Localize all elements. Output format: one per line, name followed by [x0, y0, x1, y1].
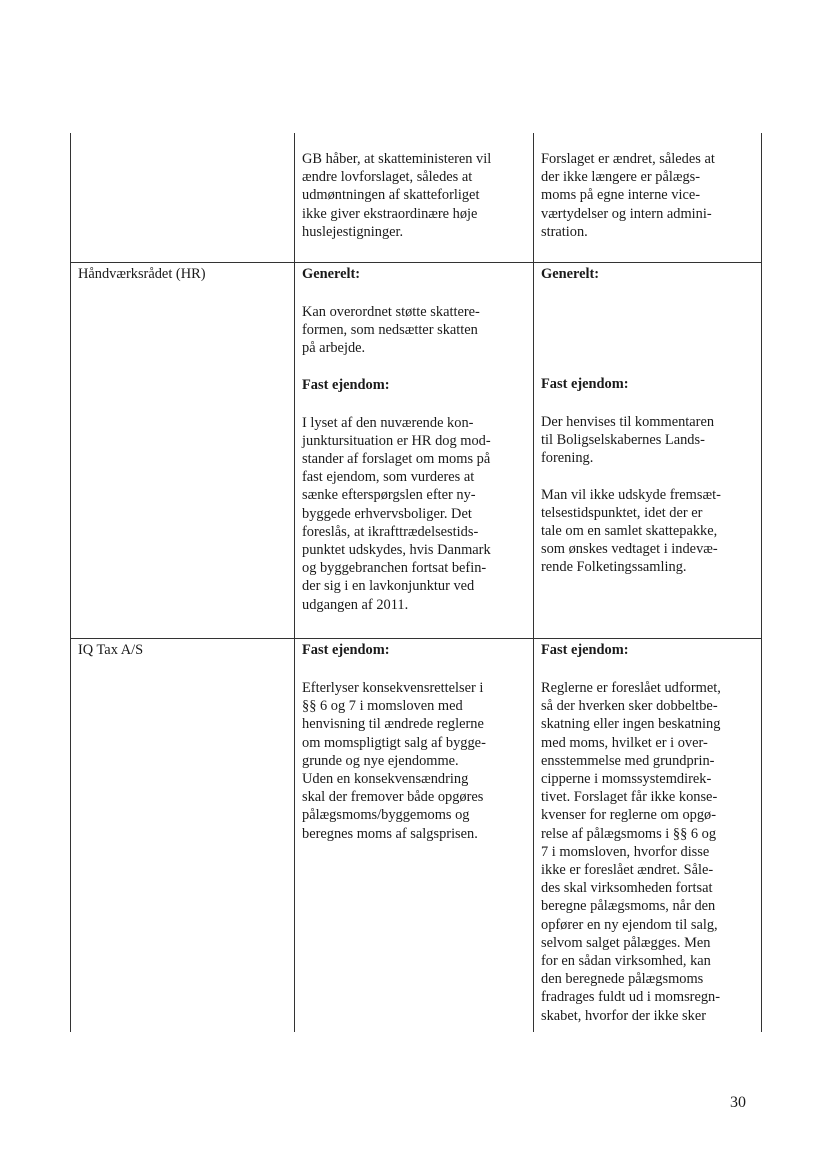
section-heading: Generelt: [302, 266, 361, 282]
row-3-party [78, 641, 288, 659]
row-1-response [541, 150, 759, 241]
row-3-comment [302, 641, 530, 843]
section-heading: Fast ejendom: [541, 642, 629, 658]
row-2-comment [302, 265, 530, 614]
response-text: Man vil ikke udskyde fremsæt- telsestidspunktet, idet der er tale om en samlet skattepakke, som ønskes vedtaget i indevæ- rende Folketingssamling. [541, 486, 721, 576]
table-divider-1 [294, 133, 295, 1032]
table-border-left [70, 133, 71, 1032]
party-name: Håndværksrådet (HR) [78, 266, 206, 282]
response-text: Forslaget er ændret, således at der ikke længere er pålægs- moms på egne interne vice- værtydelser og intern admini- stration. [541, 151, 715, 240]
section-heading: Fast ejendom: [541, 376, 629, 392]
row-separator-1 [70, 262, 762, 263]
page-number: 30 [730, 1094, 746, 1111]
table-border-right [761, 133, 762, 1032]
row-2-response [541, 265, 759, 577]
response-text: Der henvises til kommentaren til Boligselskabernes Lands- forening. [541, 414, 715, 467]
comment-text: Kan overordnet støtte skattere- formen, som nedsætter skatten på arbejde. [302, 304, 480, 357]
section-heading: Fast ejendom: [302, 376, 390, 393]
response-text: Reglerne er foreslået udformet, så der hverken sker dobbeltbe- skatning eller ingen beskatning med moms, hvilket er i over- ensstemmelse med grundprin- cipperne i momssystemdirek- tivet. Forslaget får ikke konse- kvenser for reglerne om opgø- relse af pålægsmoms i §§ 6 og 7 i momsloven, hvorfor disse ikke er foreslået ændret. Såle- des skal virksomheden fortsat beregne pålægsmoms, når den opfører en ny ejendom til salg, selvom salget pålægges. Men for en sådan virksomhed, kan den beregnede pålægsmoms fradrages fuldt ud i momsregn- skabet, hvorfor der ikke sker [541, 680, 721, 1024]
section-heading: Generelt: [541, 266, 600, 282]
row-separator-2 [70, 638, 762, 639]
comment-text: I lyset af den nuværende kon- junktursituation er HR dog mod- stander af forslaget om moms på fast ejendom, som vurderes at sænke efterspørgslen efter ny- byggede erhvervsboliger. Det foreslås, at ikrafttrædelsestids- punktet udskydes, hvis Danmark og byggebranchen fortsat befin- der sig i en lavkonjunktur ved udgangen af 2011. [302, 414, 491, 613]
row-2-party [78, 265, 288, 283]
party-name: IQ Tax A/S [78, 642, 144, 658]
row-3-response [541, 641, 759, 1025]
section-heading: Fast ejendom: [302, 642, 390, 658]
comment-text: GB håber, at skatteministeren vil ændre lovforslaget, således at udmøntningen af skatteforliget ikke giver ekstraordinære høje huslejestigninger. [302, 151, 492, 240]
comment-text: Efterlyser konsekvensrettelser i §§ 6 og 7 i momsloven med henvisning til ændrede reglerne om momspligtigt salg af bygge- grunde og nye ejendomme. Uden en konsekvensændring skal der fremover både opgøres pålægsmoms/byggemoms og beregnes moms af salgsprisen. [302, 680, 486, 842]
table-divider-2 [533, 133, 534, 1032]
row-1-comment [302, 150, 530, 241]
